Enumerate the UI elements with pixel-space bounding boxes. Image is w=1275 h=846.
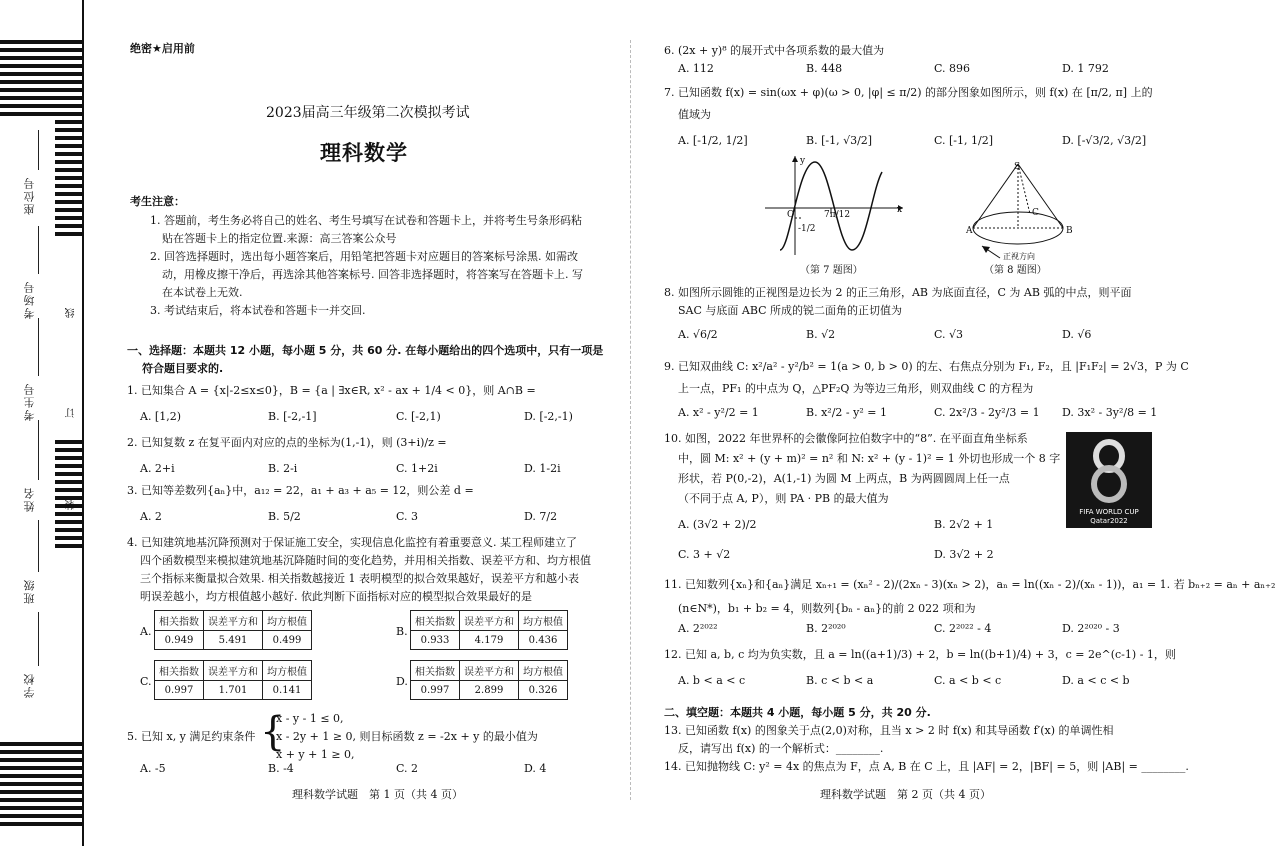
q9-option-a: A. x² - y²/2 = 1: [678, 406, 759, 419]
top-barcode: [0, 40, 84, 120]
question-4-line-1: 4. 已知建筑地基沉降预测对于保证施工安全，实现信息化监控有着重要意义. 某工程师建立了: [127, 536, 577, 549]
q8-option-c: C. √3: [934, 328, 964, 341]
table-cell: 5.491: [204, 631, 263, 650]
question-8-line-1: 8. 如图所示圆锥的正视图是边长为 2 的正三角形，AB 为底面直径，C 为 AB 弧的中点，则平面: [664, 286, 1132, 299]
table-cell: 4.179: [460, 631, 519, 650]
question-7-line-2: 值域为: [678, 108, 711, 121]
question-5-prefix: 5. 已知 x, y 满足约束条件: [127, 730, 256, 743]
q8-option-b: B. √2: [806, 328, 836, 341]
table-header: 均方根值: [519, 611, 568, 631]
question-10-line-3: 形状，若 P(0,-2)，A(1,-1) 为圆 M 上两点，B 为两圆圆周上任一点: [678, 472, 1010, 485]
binding-strip: [0, 0, 84, 846]
fig7-x-tick: 7π/12: [824, 210, 851, 220]
school-label: 学校: [23, 672, 36, 698]
exam-room-underline: [38, 226, 39, 274]
table-header: 误差平方和: [204, 611, 263, 631]
table-header: 相关指数: [411, 611, 460, 631]
q4-option-b-label: B.: [396, 625, 408, 638]
table-header: 误差平方和: [460, 611, 519, 631]
question-11-line-1: 11. 已知数列{xₙ}和{aₙ}满足 xₙ₊₁ = (xₙ² - 2)/(2xₙ - 3)(xₙ > 2)，aₙ = ln((xₙ - 2)/(xₙ - 1))，a₁ = 1. 若 bₙ₊₂ = aₙ + aₙ₊₂: [664, 578, 1275, 591]
question-12: 12. 已知 a, b, c 均为负实数，且 a = ln((a+1)/3) + 2，b = ln((b+1)/4) + 3，c = 2e^(c-1) - 1，则: [664, 648, 1176, 661]
q8-option-d: D. √6: [1062, 328, 1092, 341]
q11-option-b: B. 2²⁰²⁰: [806, 622, 846, 635]
section-1-heading: 一、选择题：本题共 12 小题，每小题 5 分，共 60 分. 在每小题给出的四个选项中，只有一项是: [127, 344, 604, 357]
fig7-x-label: x: [897, 205, 903, 215]
question-10-line-2: 中，圆 M: x² + (y + m)² = n² 和 N: x² + (y - 1)² = 1 外切也形成一个 8 字: [678, 452, 1061, 465]
exam-no-label: 考生号: [23, 382, 36, 421]
question-4-line-2: 四个函数模型来模拟建筑地基沉降随时间的变化趋势，并用相关指数、误差平方和、均方根值: [140, 554, 591, 567]
question-1: 1. 已知集合 A = {x|-2≤x≤0}，B = {a | ∃x∈R, x² - ax + 1/4 < 0}，则 A∩B =: [127, 384, 536, 397]
figure-7-caption: （第 7 题图）: [800, 265, 863, 276]
q11-option-c: C. 2²⁰²² - 4: [934, 622, 992, 635]
q10-option-b: B. 2√2 + 1: [934, 518, 994, 531]
pack-mark: 装: [66, 500, 77, 510]
q10-option-c: C. 3 + √2: [678, 548, 731, 561]
q1-option-a: A. [1,2): [140, 410, 182, 423]
line-mark: 线: [66, 308, 77, 318]
seat-label: 座位号: [23, 176, 36, 215]
fig7-y-tick: -1/2: [798, 224, 816, 234]
question-7-line-1: 7. 已知函数 f(x) = sin(ωx + φ)(ω > 0, |φ| ≤ π/2) 的部分图象如图所示，则 f(x) 在 [π/2, π] 上的: [664, 86, 1153, 99]
page-1-footer: 理科数学试题 第 1 页（共 4 页）: [292, 788, 463, 801]
q5-option-a: A. -5: [140, 762, 166, 775]
section-2-heading: 二、填空题：本题共 4 小题，每小题 5 分，共 20 分.: [664, 706, 931, 719]
exam-title: 2023届高三年级第二次模拟考试: [266, 105, 470, 121]
name-underline: [38, 420, 39, 480]
question-14: 14. 已知抛物线 C: y² = 4x 的焦点为 F，点 A, B 在 C 上，且 |AF| = 2，|BF| = 5，则 |AB| = ________.: [664, 760, 1189, 773]
q9-option-d: D. 3x² - 3y²/8 = 1: [1062, 406, 1158, 419]
q4-table-a: [154, 610, 312, 650]
q4-table-c: [154, 660, 312, 700]
question-10-line-4: （不同于点 A, P），则 PA · PB 的最大值为: [678, 492, 889, 505]
question-8-line-2: SAC 与底面 ABC 所成的锐二面角的正切值为: [678, 304, 903, 317]
q5-option-c: C. 2: [396, 762, 419, 775]
q2-option-b: B. 2-i: [268, 462, 298, 475]
q4-option-d-label: D.: [396, 675, 408, 688]
note-2c: 在本试卷上无效.: [162, 286, 243, 299]
table-header: 均方根值: [263, 611, 312, 631]
school-underline: [38, 612, 39, 666]
q12-option-c: C. a < b < c: [934, 674, 1002, 687]
q3-option-a: A. 2: [140, 510, 162, 523]
table-cell: 0.933: [411, 631, 460, 650]
q7-option-b: B. [-1, √3/2]: [806, 134, 873, 147]
table-header: 误差平方和: [204, 661, 263, 681]
table-cell: 0.997: [155, 681, 204, 700]
q4-option-c-label: C.: [140, 675, 152, 688]
figure-7-sine-graph: [760, 150, 910, 260]
cone-edge-left: [973, 164, 1018, 228]
world-cup-emblem: [1066, 432, 1152, 508]
q12-option-d: D. a < c < b: [1062, 674, 1130, 687]
q1-option-d: D. [-2,-1): [524, 410, 573, 423]
question-9-line-1: 9. 已知双曲线 C: x²/a² - y²/b² = 1(a > 0, b > 0) 的左、右焦点分别为 F₁, F₂，且 |F₁F₂| = 2√3，P 为 C: [664, 360, 1189, 373]
page-divider: [630, 40, 631, 800]
bottom-barcode: [0, 742, 84, 830]
name-label: 姓名: [23, 486, 36, 512]
bind-mark: 订: [66, 408, 77, 418]
q5-constraint-1: x - y - 1 ≤ 0,: [276, 712, 344, 725]
question-6: 6. (2x + y)⁸ 的展开式中各项系数的最大值为: [664, 44, 885, 57]
table-cell: 0.949: [155, 631, 204, 650]
q6-option-b: B. 448: [806, 62, 843, 75]
fig8-C: C: [1032, 208, 1039, 218]
q6-option-c: C. 896: [934, 62, 971, 75]
section-1-heading-cont: 符合题目要求的.: [142, 362, 224, 375]
q4-table-b: [410, 610, 568, 650]
q5-constraint-3: x + y + 1 ≥ 0,: [276, 748, 355, 761]
fig7-y-label: y: [800, 156, 806, 166]
table-header: 均方根值: [263, 661, 312, 681]
table-cell: 2.899: [460, 681, 519, 700]
exam-no-underline: [38, 318, 39, 376]
q4-table-d: [410, 660, 568, 700]
table-cell: 1.701: [204, 681, 263, 700]
q6-option-a: A. 112: [678, 62, 714, 75]
fig8-view-label: 正视方向: [1003, 252, 1035, 261]
class-underline: [38, 520, 39, 572]
q9-option-b: B. x²/2 - y² = 1: [806, 406, 887, 419]
q11-option-a: A. 2²⁰²²: [678, 622, 718, 635]
q7-option-a: A. [-1/2, 1/2]: [678, 134, 748, 147]
page-2-footer: 理科数学试题 第 2 页（共 4 页）: [820, 788, 991, 801]
logo-caption: FIFA WORLD CUP Qatar2022: [1079, 508, 1139, 525]
q12-option-b: B. c < b < a: [806, 674, 874, 687]
figure-8-caption: （第 8 题图）: [984, 265, 1047, 276]
q2-option-c: C. 1+2i: [396, 462, 438, 475]
table-header: 误差平方和: [460, 661, 519, 681]
notes-title: 考生注意：: [130, 195, 185, 208]
q8-option-a: A. √6/2: [678, 328, 718, 341]
q7-option-c: C. [-1, 1/2]: [934, 134, 994, 147]
note-1a: 1. 答题前，考生务必将自己的姓名、考生号填写在试卷和答题卡上，并将考生号条形码粘: [150, 214, 582, 227]
note-1b: 贴在答题卡上的指定位置.来源：高三答案公众号: [162, 232, 397, 245]
table-header: 相关指数: [155, 611, 204, 631]
q1-option-b: B. [-2,-1]: [268, 410, 317, 423]
q7-option-d: D. [-√3/2, √3/2]: [1062, 134, 1147, 147]
y-axis-arrow: [792, 156, 798, 162]
upper-side-bars: [55, 120, 84, 380]
question-13-line-1: 13. 已知函数 f(x) 的图象关于点(2,0)对称，且当 x > 2 时 f(x) 和其导函数 f′(x) 的单调性相: [664, 724, 1114, 737]
constraint-brace: {: [260, 709, 286, 755]
cone-edge-right: [1018, 164, 1063, 228]
subject-title: 理科数学: [320, 141, 408, 165]
table-cell: 0.326: [519, 681, 568, 700]
table-cell: 0.499: [263, 631, 312, 650]
fig8-S: S: [1014, 162, 1021, 172]
fig8-A: A: [966, 226, 973, 236]
note-3: 3. 考试结束后，将本试卷和答题卡一并交回.: [150, 304, 366, 317]
question-11-line-2: (n∈N*)，b₁ + b₂ = 4，则数列{bₙ - aₙ}的前 2 022 项和为: [678, 602, 976, 615]
question-3: 3. 已知等差数列{aₙ}中，a₁₂ = 22，a₁ + a₃ + a₅ = 12，则公差 d =: [127, 484, 474, 497]
table-header: 均方根值: [519, 661, 568, 681]
q2-option-d: D. 1-2i: [524, 462, 561, 475]
q12-option-a: A. b < a < c: [678, 674, 746, 687]
question-10-line-1: 10. 如图，2022 年世界杯的会徽像阿拉伯数字中的“8”. 在平面直角坐标系: [664, 432, 1028, 445]
table-cell: 0.997: [411, 681, 460, 700]
q3-option-d: D. 7/2: [524, 510, 558, 523]
q1-option-c: C. [-2,1): [396, 410, 441, 423]
question-2: 2. 已知复数 z 在复平面内对应的点的坐标为(1,-1)，则 (3+i)/z =: [127, 436, 447, 449]
table-cell: 0.436: [519, 631, 568, 650]
world-cup-logo: [1066, 432, 1152, 528]
q4-option-a-label: A.: [140, 625, 152, 638]
q10-option-d: D. 3√2 + 2: [934, 548, 994, 561]
q3-option-c: C. 3: [396, 510, 419, 523]
q11-option-d: D. 2²⁰²⁰ - 3: [1062, 622, 1120, 635]
question-4-line-3: 三个指标来衡量拟合效果. 相关指数越接近 1 表明模型的拟合效果越好，误差平方和越小表: [140, 572, 579, 585]
q2-option-a: A. 2+i: [140, 462, 175, 475]
q5-constraint-2: x - 2y + 1 ≥ 0, 则目标函数 z = -2x + y 的最小值为: [276, 730, 538, 743]
q3-option-b: B. 5/2: [268, 510, 301, 523]
fig8-B: B: [1066, 226, 1073, 236]
view-arrow-head: [982, 246, 990, 253]
note-2b: 动，用橡皮擦干净后，再选涂其他答案标号. 回答非选择题时，将答案写在答题卡上. 写: [162, 268, 583, 281]
table-cell: 0.141: [263, 681, 312, 700]
note-2a: 2. 回答选择题时，选出每小题答案后，用铅笔把答题卡对应题目的答案标号涂黑. 如需改: [150, 250, 578, 263]
lower-side-bars: [55, 440, 84, 670]
table-header: 相关指数: [155, 661, 204, 681]
fig7-origin-label: O: [787, 210, 795, 220]
question-13-line-2: 反，请写出 f(x) 的一个解析式：________.: [678, 742, 884, 755]
question-4-line-4: 明误差越小，均方根值越小越好. 依此判断下面指标对应的模型拟合效果最好的是: [140, 590, 532, 603]
q6-option-d: D. 1 792: [1062, 62, 1109, 75]
q5-option-d: D. 4: [524, 762, 547, 775]
binding-line: [82, 0, 84, 846]
q9-option-c: C. 2x²/3 - 2y²/3 = 1: [934, 406, 1040, 419]
class-label: 班级: [23, 578, 36, 604]
confidential-mark: 绝密★启用前: [130, 42, 195, 55]
exam-room-label: 考场号: [23, 280, 36, 319]
table-header: 相关指数: [411, 661, 460, 681]
question-9-line-2: 上一点，PF₁ 的中点为 Q，△PF₂Q 为等边三角形，则双曲线 C 的方程为: [678, 382, 1034, 395]
seat-underline: [38, 130, 39, 170]
q5-option-b: B. -4: [268, 762, 294, 775]
q10-option-a: A. (3√2 + 2)/2: [678, 518, 757, 531]
